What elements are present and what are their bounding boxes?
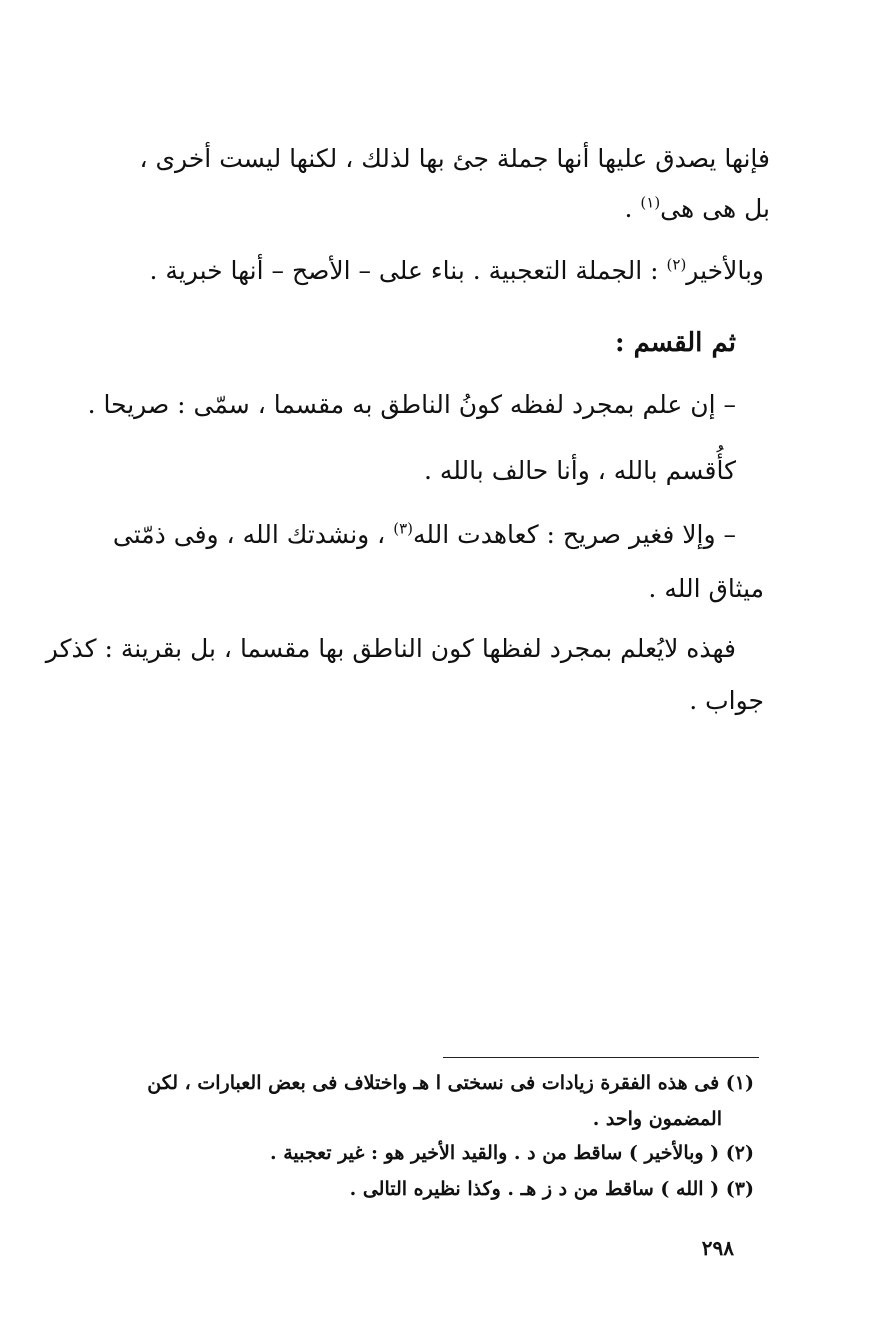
page-number: ٢٩٨: [701, 1236, 734, 1260]
footnote-separator: [443, 1057, 759, 1058]
paragraph-2: [150, 254, 764, 288]
footnote-ref-2: (٢): [666, 255, 687, 274]
section-heading: ثم القسم :: [614, 328, 736, 358]
footnote-1-line-1: (١) فى هذه الفقرة زيادات فى نسختى ا هـ واختلاف فى بعض العبارات ، لكن: [147, 1072, 754, 1094]
paragraph-2-text: وبالأخير: [686, 256, 764, 285]
footnote-ref-3: (٣): [393, 519, 413, 538]
footnote-3: (٣) ( الله ) ساقط من د ز هـ . وكذا نظيره التالى .: [349, 1178, 754, 1200]
paragraph-4: كأُقسم بالله ، وأنا حالف بالله .: [423, 456, 736, 485]
paragraph-5-line-2: ميثاق الله .: [648, 574, 764, 603]
paragraph-6-line-2: جواب .: [689, 686, 764, 715]
paragraph-2-rest: : الجملة التعجبية . بناء على – الأصح – أنها خبرية .: [149, 256, 667, 285]
paragraph-1-line-2-end: .: [624, 194, 641, 223]
footnote-1-line-2: المضمون واحد .: [592, 1108, 722, 1130]
footnote-2: (٢) ( وبالأخير ) ساقط من د . والقيد الأخير هو : غير تعجبية .: [269, 1142, 754, 1164]
paragraph-5-rest: ، ونشدتك الله ، وفى ذمّتى: [112, 520, 394, 549]
paragraph-1-line-2: [624, 192, 770, 226]
paragraph-6-line-1: فهذه لايُعلم بمجرد لفظها كون الناطق بها مقسما ، بل بقرينة : كذكر: [45, 634, 736, 663]
paragraph-1-line-1: فإنها يصدق عليها أنها جملة جئ بها لذلك ، لكنها ليست أخرى ،: [139, 144, 770, 173]
paragraph-1-line-2-text: بل هى هى: [660, 194, 770, 223]
paragraph-5-text: – وإلا فغير صريح : كعاهدت الله: [412, 520, 736, 549]
paragraph-5-line-1: [113, 518, 736, 552]
paragraph-3: – إن علم بمجرد لفظه كونُ الناطق به مقسما ، سمّى : صريحا .: [87, 390, 736, 419]
footnote-ref-1: (١): [640, 193, 661, 212]
